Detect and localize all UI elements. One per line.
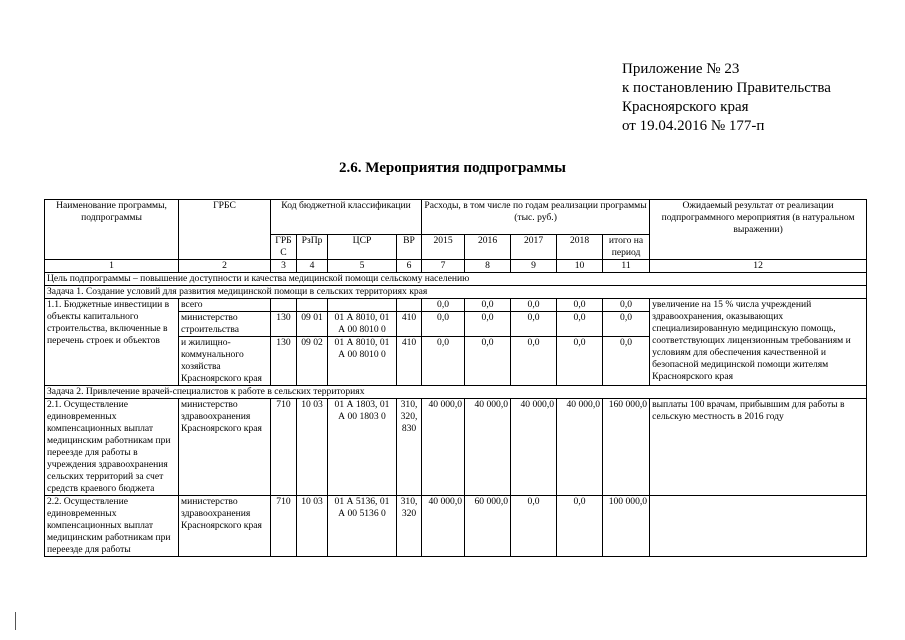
appendix-line: Красноярского края (622, 99, 749, 115)
column-number: 5 (328, 260, 397, 273)
rzpr-cell: 10 03 (297, 496, 328, 557)
column-number: 8 (465, 260, 511, 273)
amount-2018: 0,0 (557, 337, 603, 386)
csr-cell: 01 А 8010, 01 А 00 8010 0 (328, 337, 397, 386)
rzpr-cell: 09 02 (297, 337, 328, 386)
rzpr-cell (297, 299, 328, 312)
column-number: 6 (397, 260, 422, 273)
grbs-cell: и жилищно-коммунального хозяйства Красноярского края (179, 337, 271, 386)
activity-1-1-result: увеличение на 15 % числа учреждений здравоохранения, оказывающих специализированную медицинскую помощь, соответствующих лицензионным требованиям и условиям для обеспечения качественной и безопасной медицинской помощи жителям Красноярского края (650, 299, 867, 386)
amount-2018: 0,0 (557, 496, 603, 557)
amount-2017: 40 000,0 (511, 399, 557, 496)
column-number: 1 (45, 260, 179, 273)
header-grbs-code: ГРБС (271, 235, 297, 260)
activity-1-1-total-row (45, 299, 867, 312)
rzpr-cell: 09 01 (297, 312, 328, 337)
amount-total: 100 000,0 (603, 496, 650, 557)
amount-2016: 0,0 (465, 312, 511, 337)
column-number: 9 (511, 260, 557, 273)
csr-cell (328, 299, 397, 312)
subprogram-activities-table (44, 199, 867, 557)
amount-total: 160 000,0 (603, 399, 650, 496)
header-row-top (45, 200, 867, 235)
csr-cell: 01 А 1803, 01 А 00 1803 0 (328, 399, 397, 496)
task2-row (45, 386, 867, 399)
amount-2016: 40 000,0 (465, 399, 511, 496)
header-name: Наименование программы, подпрограммы (45, 200, 179, 260)
activity-2-2-row (45, 496, 867, 557)
grbs-code-cell: 130 (271, 337, 297, 386)
column-number: 2 (179, 260, 271, 273)
grbs-code-cell: 130 (271, 312, 297, 337)
amount-2017: 0,0 (511, 496, 557, 557)
amount-2016: 0,0 (465, 299, 511, 312)
amount-total: 0,0 (603, 312, 650, 337)
section-title: 2.6. Мероприятия подпрограммы (339, 160, 566, 176)
task1-title: Задача 1. Создание условий для развития медицинской помощи в сельских территориях края (45, 286, 867, 299)
grbs-cell: всего (179, 299, 271, 312)
header-vr: ВР (397, 235, 422, 260)
header-expenses: Расходы, в том числе по годам реализации программы (тыс. руб.) (422, 200, 650, 235)
column-number: 11 (603, 260, 650, 273)
amount-2017: 0,0 (511, 337, 557, 386)
amount-2015: 40 000,0 (422, 399, 465, 496)
grbs-code-cell: 710 (271, 496, 297, 557)
subprogram-goal: Цель подпрограммы – повышение доступности и качества медицинской помощи сельскому населению (45, 273, 867, 286)
header-2018: 2018 (557, 235, 603, 260)
appendix-line: Приложение № 23 (622, 61, 740, 77)
grbs-cell: министерство здравоохранения Красноярского края (179, 496, 271, 557)
amount-2015: 0,0 (422, 299, 465, 312)
grbs-cell: министерство здравоохранения Красноярского края (179, 399, 271, 496)
activity-2-1-row (45, 399, 867, 496)
header-csr: ЦСР (328, 235, 397, 260)
header-rzpr: РзПр (297, 235, 328, 260)
amount-total: 0,0 (603, 337, 650, 386)
activity-1-1-name: 1.1. Бюджетные инвестиции в объекты капитального строительства, включенные в перечень строек и объектов (45, 299, 179, 386)
appendix-line: к постановлению Правительства (622, 80, 831, 96)
column-number: 4 (297, 260, 328, 273)
header-budget-classification: Код бюджетной классификации (271, 200, 422, 235)
amount-2017: 0,0 (511, 312, 557, 337)
activity-2-2-name: 2.2. Осуществление единовременных компенсационных выплат медицинским работникам при переезде для работы (45, 496, 179, 557)
activity-2-1-name: 2.1. Осуществление единовременных компенсационных выплат медицинским работникам при переезде для работы в учреждения здравоохранения сельских территорий за счет средств краевого бюджета (45, 399, 179, 496)
activity-2-2-result (650, 496, 867, 557)
column-number: 7 (422, 260, 465, 273)
task1-row (45, 286, 867, 299)
amount-2015: 0,0 (422, 337, 465, 386)
csr-cell: 01 А 5136, 01 А 00 5136 0 (328, 496, 397, 557)
amount-2018: 0,0 (557, 312, 603, 337)
column-number: 10 (557, 260, 603, 273)
vr-cell (397, 299, 422, 312)
amount-2016: 60 000,0 (465, 496, 511, 557)
appendix-block (622, 60, 831, 136)
grbs-cell: министерство строительства (179, 312, 271, 337)
column-number: 12 (650, 260, 867, 273)
header-result: Ожидаемый результат от реализации подпрограммного мероприятия (в натуральном выражении) (650, 200, 867, 260)
header-2016: 2016 (465, 235, 511, 260)
header-total: итого на период (603, 235, 650, 260)
task2-title: Задача 2. Привлечение врачей-специалистов к работе в сельских территориях (45, 386, 867, 399)
column-number: 3 (271, 260, 297, 273)
amount-2018: 0,0 (557, 299, 603, 312)
header-2015: 2015 (422, 235, 465, 260)
header-grbs: ГРБС (179, 200, 271, 260)
amount-2016: 0,0 (465, 337, 511, 386)
appendix-line: от 19.04.2016 № 177-п (622, 118, 765, 134)
column-number-row (45, 260, 867, 273)
amount-2015: 0,0 (422, 312, 465, 337)
activity-2-1-result: выплаты 100 врачам, прибывшим для работы в сельскую местность в 2016 году (650, 399, 867, 496)
amount-2015: 40 000,0 (422, 496, 465, 557)
amount-total: 0,0 (603, 299, 650, 312)
amount-2017: 0,0 (511, 299, 557, 312)
grbs-code-cell: 710 (271, 399, 297, 496)
csr-cell: 01 А 8010, 01 А 00 8010 0 (328, 312, 397, 337)
vr-cell: 310, 320, 830 (397, 399, 422, 496)
vr-cell: 410 (397, 312, 422, 337)
amount-2018: 40 000,0 (557, 399, 603, 496)
vr-cell: 310, 320 (397, 496, 422, 557)
vr-cell: 410 (397, 337, 422, 386)
rzpr-cell: 10 03 (297, 399, 328, 496)
goal-row (45, 273, 867, 286)
grbs-code-cell (271, 299, 297, 312)
scan-edge-mark (15, 612, 16, 630)
header-2017: 2017 (511, 235, 557, 260)
